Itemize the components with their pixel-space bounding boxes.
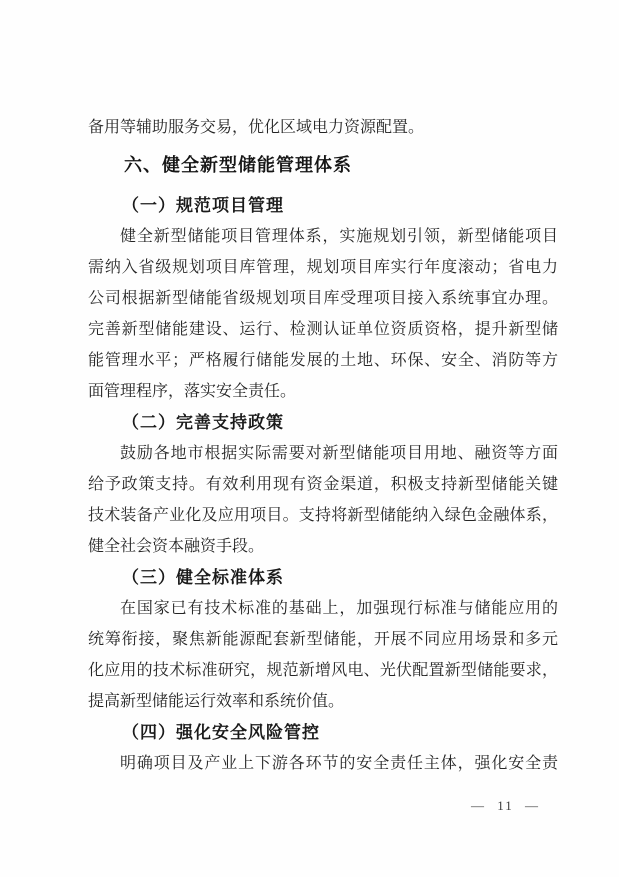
section-2-heading: （二）完善支持政策 (122, 413, 284, 432)
paragraph-line: 能管理水平；严格履行储能发展的土地、环保、安全、消防等方 (88, 352, 558, 369)
section-4-heading: （四）强化安全风险管控 (122, 723, 320, 742)
paragraph-line: 明确项目及产业上下游各环节的安全责任主体，强化安全责 (120, 755, 558, 772)
paragraph-line: 统筹衔接，聚焦新能源配套新型储能，开展不同应用场景和多元 (88, 631, 558, 648)
page-body (88, 112, 558, 779)
paragraph-line: 技术装备产业化及应用项目。支持将新型储能纳入绿色金融体系， (88, 507, 558, 524)
paragraph-line: 给予政策支持。有效利用现有资金渠道，积极支持新型储能关键 (88, 476, 558, 493)
paragraph-line: 面管理程序，落实安全责任。 (88, 383, 297, 400)
paragraph-line: 化应用的技术标准研究，规范新增风电、光伏配置新型储能要求， (88, 662, 558, 679)
paragraph-continuation-line: 备用等辅助服务交易，优化区域电力资源配置。 (88, 119, 425, 136)
section-1-heading: （一）规范项目管理 (122, 196, 284, 215)
paragraph-line: 完善新型储能建设、运行、检测认证单位资质资格，提升新型储 (88, 321, 558, 338)
paragraph-line: 在国家已有技术标准的基础上，加强现行标准与储能应用的 (120, 600, 558, 617)
paragraph-line: 需纳入省级规划项目库管理，规划项目库实行年度滚动；省电力 (88, 259, 558, 276)
paragraph-line: 鼓励各地市根据实际需要对新型储能项目用地、融资等方面 (120, 445, 558, 462)
paragraph-line: 健全社会资本融资手段。 (88, 538, 265, 555)
page-number: — 11 — (470, 798, 540, 813)
section-3-heading: （三）健全标准体系 (122, 568, 284, 587)
chapter-heading: 六、健全新型储能管理体系 (124, 155, 352, 175)
paragraph-line: 公司根据新型储能省级规划项目库受理项目接入系统事宜办理。 (88, 290, 558, 307)
paragraph-line: 健全新型储能项目管理体系，实施规划引领，新型储能项目 (120, 228, 558, 245)
paragraph-line: 提高新型储能运行效率和系统价值。 (88, 693, 345, 710)
